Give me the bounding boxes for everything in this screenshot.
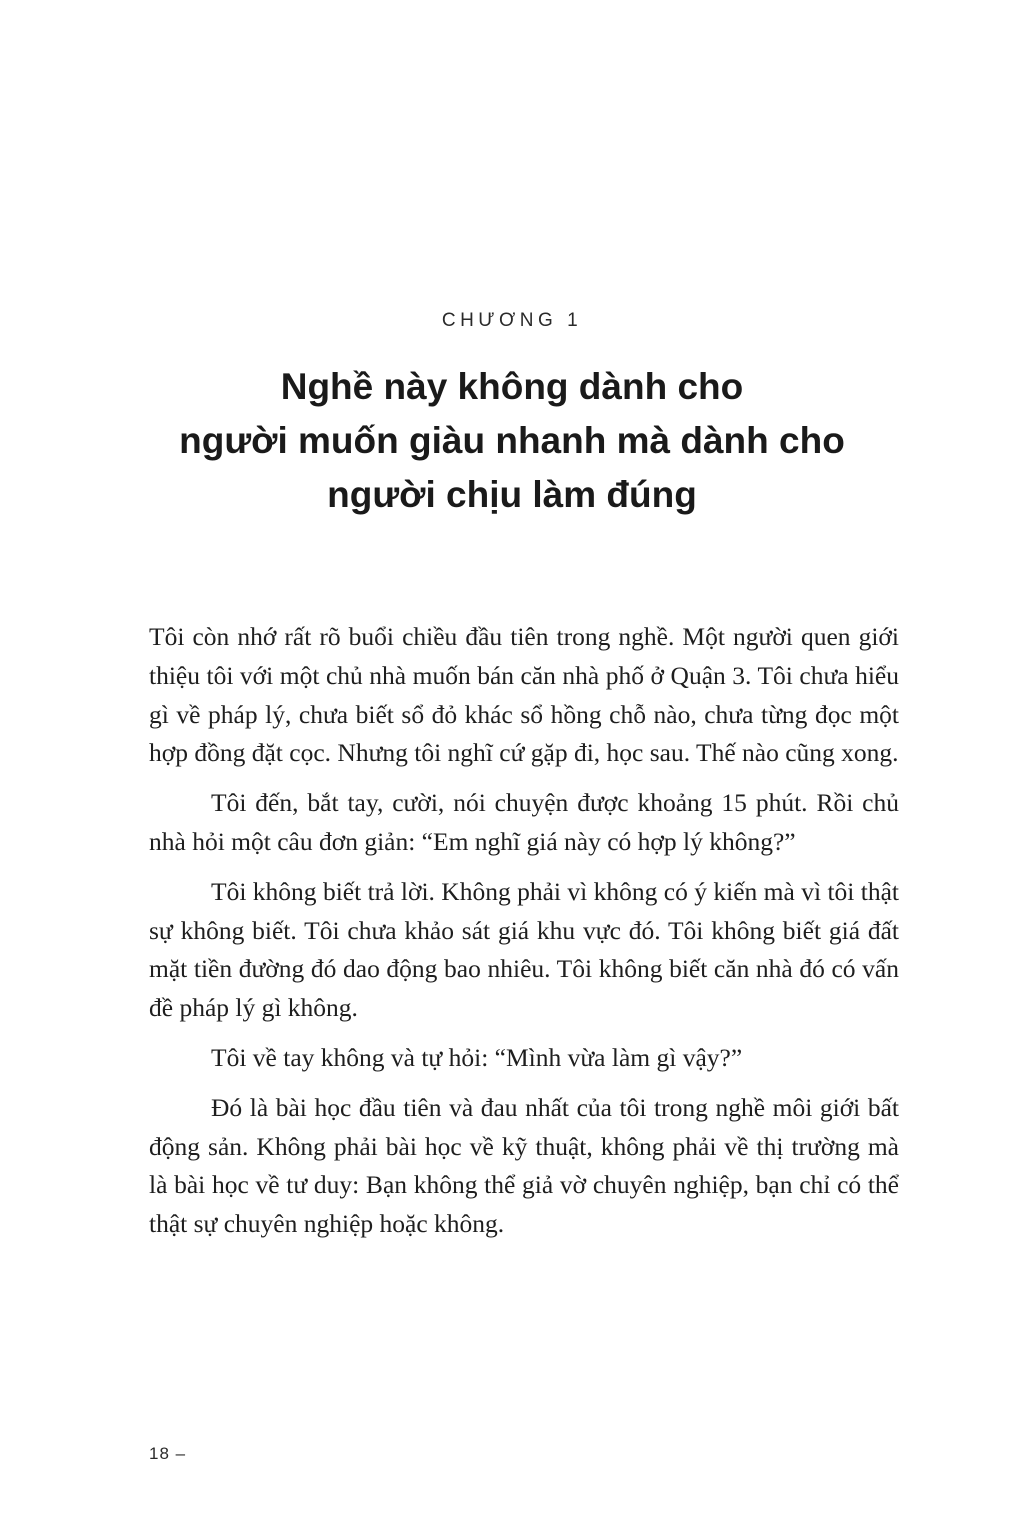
chapter-title-line: người chịu làm đúng bbox=[327, 474, 697, 515]
chapter-title-line: người muốn giàu nhanh mà dành cho bbox=[179, 420, 845, 461]
body-paragraph: Tôi đến, bắt tay, cười, nói chuyện được khoảng 15 phút. Rồi chủ nhà hỏi một câu đơn giản: “Em nghĩ giá này có hợp lý không?” bbox=[149, 788, 899, 856]
chapter-title-line: Nghề này không dành cho bbox=[280, 366, 744, 407]
body-paragraph: Đó là bài học đầu tiên và đau nhất của tôi trong nghề môi giới bất động sản. Không phải bài học về kỹ thuật, không phải về thị trường mà là bài học về tư duy: Bạn không thể giả vờ chuyên nghiệp, bạn chỉ có thể thật sự chuyên nghiệp hoặc không. bbox=[149, 1092, 899, 1239]
chapter-title bbox=[120, 360, 904, 522]
chapter-label: CHƯƠNG 1 bbox=[441, 310, 583, 331]
body-paragraph: Tôi về tay không và tự hỏi: “Mình vừa làm gì vậy?” bbox=[211, 1042, 743, 1072]
page-number: 18 – bbox=[149, 1444, 187, 1463]
body-paragraph: Tôi không biết trả lời. Không phải vì không có ý kiến mà vì tôi thật sự không biết. Tôi chưa khảo sát giá khu vực đó. Tôi không biết giá đất mặt tiền đường đó dao động bao nhiêu. Tôi không biết căn nhà đó có vấn đề pháp lý gì không. bbox=[149, 876, 899, 1023]
body-paragraph: Tôi còn nhớ rất rõ buổi chiều đầu tiên trong nghề. Một người quen giới thiệu tôi với một chủ nhà muốn bán căn nhà phố ở Quận 3. Tôi chưa hiểu gì về pháp lý, chưa biết sổ đỏ khác sổ hồng chỗ nào, chưa từng đọc một hợp đồng đặt cọc. Nhưng tôi nghĩ cứ gặp đi, học sau. Thế nào cũng xong. bbox=[149, 622, 899, 768]
chapter-body bbox=[149, 618, 899, 1255]
